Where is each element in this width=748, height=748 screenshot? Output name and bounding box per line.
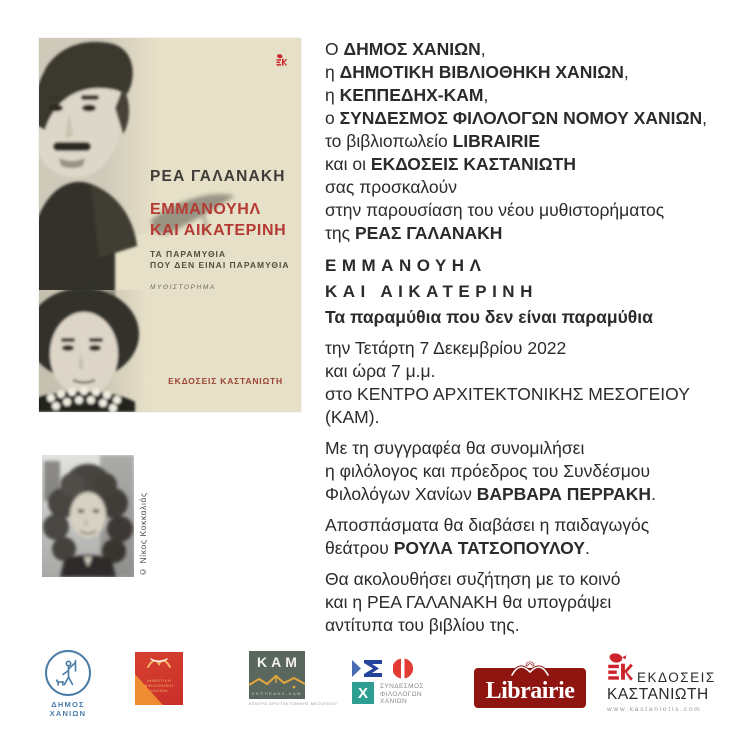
open-book-icon	[510, 660, 550, 677]
kastaniotis-label-line1: ΕΚΔΟΣΕΙΣ	[637, 670, 716, 685]
book-cover	[39, 38, 301, 412]
kastaniotis-url: www.kastaniotis.com	[607, 706, 702, 713]
kam-label: ΚΑΜ	[257, 654, 301, 670]
book-subtitle: Τα παραμύθια που δεν είναι παραμύθια	[325, 307, 653, 327]
cover-publisher: ΕΚΔΟΣΕΙΣ ΚΑΣΤΑΝΙΩΤΗ	[168, 376, 283, 386]
librairie-label: Librairie	[485, 677, 575, 704]
book-title-line1: ΕΜΜΑΝΟΥΗΛ	[325, 256, 487, 275]
logo-municipality-of-chania	[36, 650, 100, 718]
logo-librairie	[474, 660, 586, 706]
speaker-paragraph: Με τη συγγραφέα θα συνομιλήσει η φιλόλογος και πρόεδρος του Συνδέσμου Φιλολόγων Χανίων ΒΑΡΒΑΡΑ ΠΕΡΡΑΚΗ.	[325, 438, 656, 504]
presentation-line: στην παρουσίαση του νέου μυθιστορήματος	[325, 200, 665, 220]
photo-credit: © Νίκος Κοκκαλιάς	[138, 492, 148, 577]
kam-emblem	[249, 651, 305, 699]
philologists-label: ΣΥΝΔΕΣΜΟΣ ΦΙΛΟΛΟΓΩΝ ΧΑΝΙΩΝ	[380, 683, 424, 705]
closing-paragraph: Θα ακολουθήσει συζήτηση με το κοινό και η ΡΕΑ ΓΑΛΑΝΑΚΗ θα υπογράψει αντίτυπα του βιβλίου της.	[325, 569, 621, 635]
kastaniotis-mini-logo-icon	[276, 54, 287, 68]
book-cover-text-block	[150, 168, 300, 291]
invitation-text-column	[325, 38, 737, 645]
library-label: ΔΗΜΟΤΙΚΗ ΒΙΒΛΙΟΘΗΚΗ ΧΑΝΙΩΝ	[144, 678, 174, 693]
kam-sub-label: ΚΕΝΤΡΟ ΑΡΧΙΤΕΚΤΟΝΙΚΗΣ ΜΕΣΟΓΕΙΟΥ	[249, 701, 338, 706]
book-title-block	[325, 253, 737, 329]
library-bird-book-icon	[147, 656, 171, 669]
invite-line: σας προσκαλούν	[325, 177, 457, 197]
municipality-label: ΔΗΜΟΣ ΧΑΝΙΩΝ	[49, 700, 87, 718]
cover-title: ΕΜΜΑΝΟΥΗΛ ΚΑΙ ΑΙΚΑΤΕΡΙΝΗ	[150, 201, 287, 239]
author-line: της ΡΕΑΣ ΓΑΛΑΝΑΚΗ	[325, 223, 503, 243]
kastaniotis-label-line2: ΚΑΣΤΑΝΙΩΤΗ	[607, 686, 709, 703]
cover-author: ΡΕΑ ΓΑΛΑΝΑΚΗ	[150, 168, 286, 185]
cover-subtitle: ΤΑ ΠΑΡΑΜΥΘΙΑ ΠΟΥ ΔΕΝ ΕΙΝΑΙ ΠΑΡΑΜΥΘΙΑ	[150, 249, 290, 270]
logo-philologists-association	[352, 658, 440, 706]
sigma-arrow-icon	[352, 658, 388, 679]
author-portrait-photo	[42, 455, 134, 577]
kam-sketch-icon	[249, 671, 305, 691]
reader-paragraph: Αποσπάσματα θα διαβάσει η παιδαγωγός θεάτρου ΡΟΥΛΑ ΤΑΤΣΟΠΟΥΛΟΥ.	[325, 515, 650, 558]
kam-inner-label: ΚΕΠΠΕΔΗΧ-ΚΑΜ	[251, 691, 302, 696]
logo-kam	[249, 651, 338, 706]
chi-square-icon: Χ	[352, 682, 374, 704]
logo-kastaniotis	[607, 653, 727, 713]
organizer-logo-row	[0, 645, 748, 735]
when-where-paragraph: την Τετάρτη 7 Δεκεμβρίου 2022 και ώρα 7 μ.μ. στο ΚΕΝΤΡΟ ΑΡΧΙΤΕΚΤΟΝΙΚΗΣ ΜΕΣΟΓΕΙΟΥ (ΚΑΜ).	[325, 338, 690, 427]
municipality-emblem-icon	[45, 650, 91, 696]
kastaniotis-ek-monogram-icon	[607, 653, 633, 685]
cover-genre: ΜΥΘΙΣΤΟΡΗΜΑ	[150, 284, 216, 291]
logo-municipal-library	[135, 652, 183, 705]
book-title-line2: ΚΑΙ ΑΙΚΑΤΕΡΙΝΗ	[325, 282, 538, 301]
hosts-paragraph: Ο ΔΗΜΟΣ ΧΑΝΙΩΝ, η ΔΗΜΟΤΙΚΗ ΒΙΒΛΙΟΘΗΚΗ ΧΑΝΙΩΝ, η ΚΕΠΠΕΔΗΧ-ΚΑΜ, ο ΣΥΝΔΕΣΜΟΣ ΦΙΛΟΛΟΓΩΝ ΝΟΜΟΥ ΧΑΝΙΩΝ, το βιβλιοπωλείο LIBRAIRIE και οι ΕΚΔΟΣΕΙΣ ΚΑΣΤΑΝΙΩΤΗ σας προσκαλούν στην παρουσίαση του νέου μυθιστορήματος της ΡΕΑΣ ΓΑΛΑΝΑΚΗ	[325, 39, 708, 243]
split-circle-icon	[393, 658, 414, 679]
